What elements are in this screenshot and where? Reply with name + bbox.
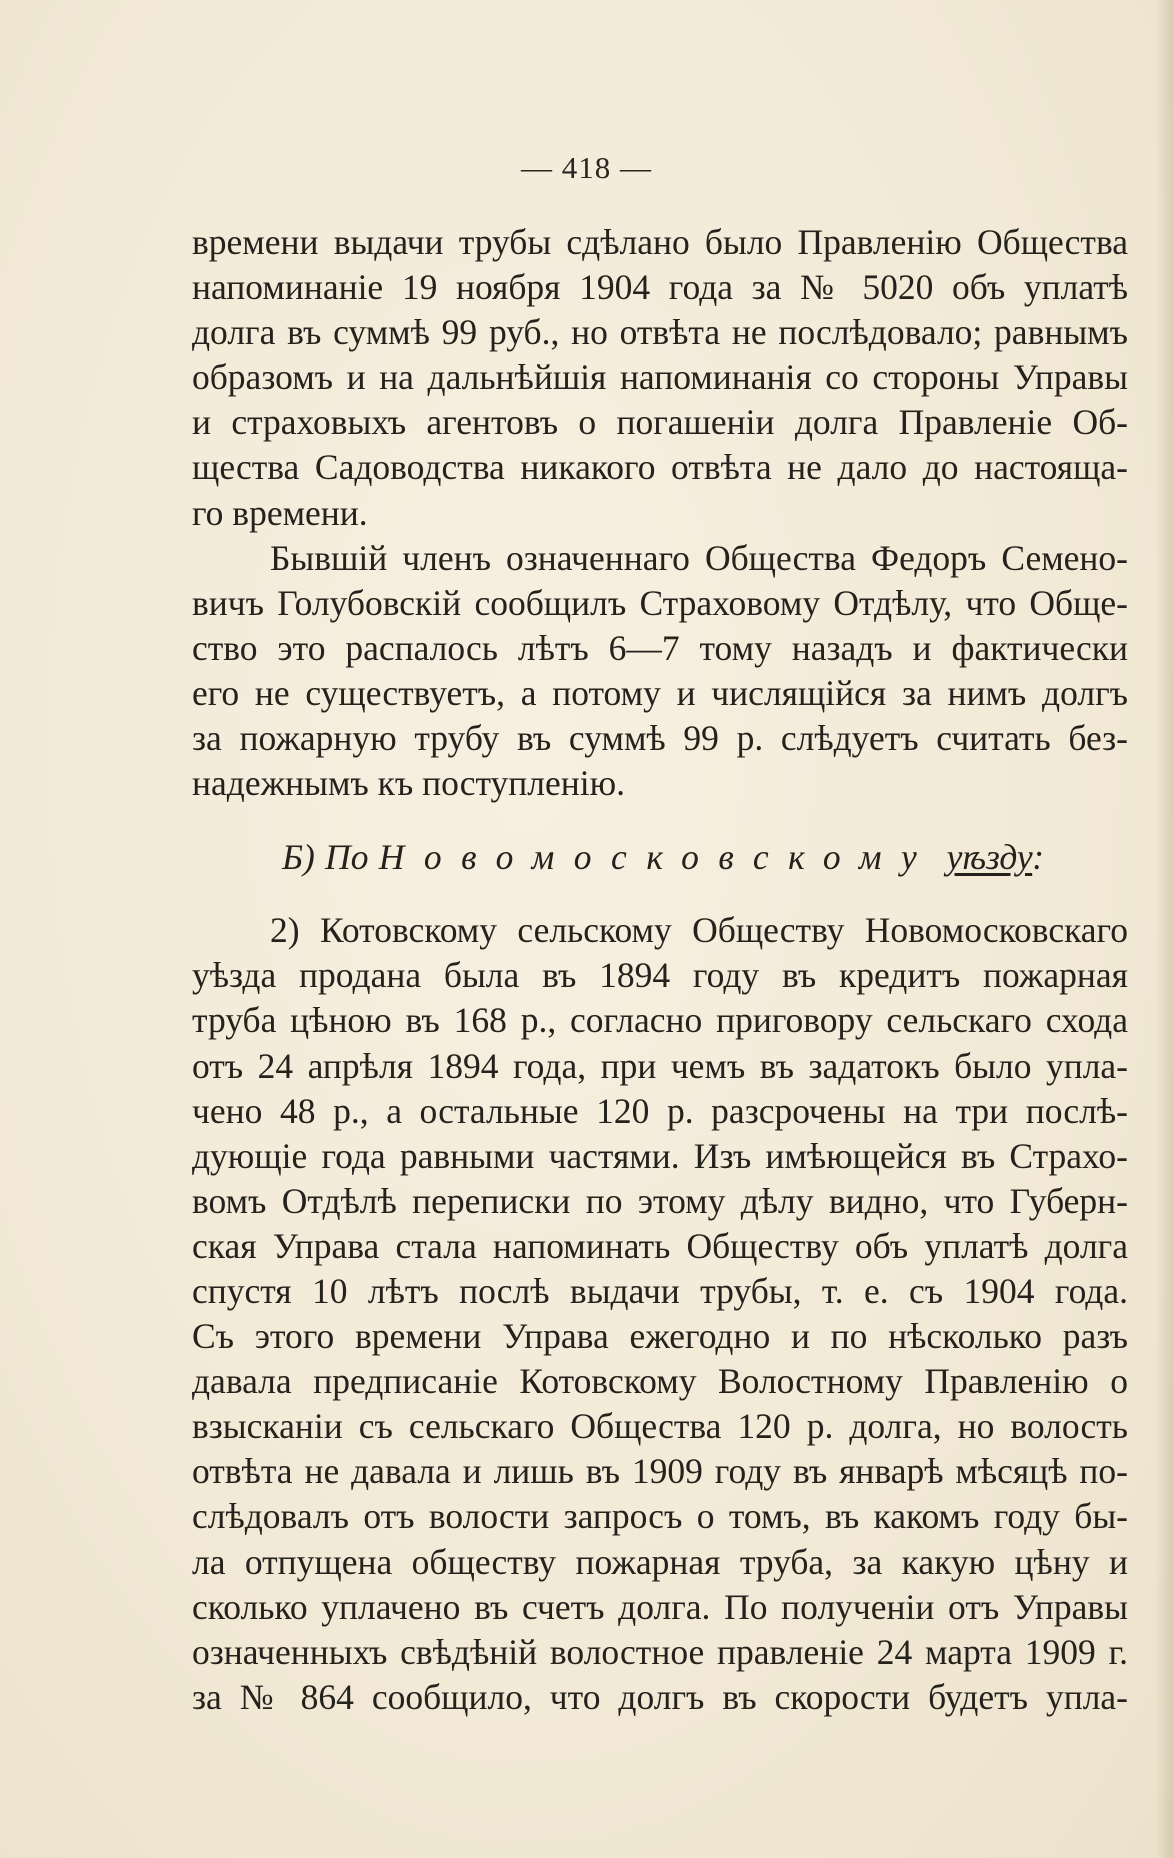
text-line: ство это распалось лѣтъ 6—7 тому назадъ и фактически <box>192 627 1128 668</box>
text-line: 2) Котовскому сельскому Обществу Новомосковскаго <box>270 910 1128 951</box>
text-line: отвѣта не давала и лишь въ 1909 году въ январѣ мѣсяцѣ по- <box>192 1451 1128 1492</box>
text-line: щества Садоводства никакого отвѣта не дало до настояща- <box>192 447 1128 488</box>
text-line: слѣдовалъ отъ волости запросъ о томъ, въ какомъ году бы- <box>192 1496 1128 1537</box>
text-line: отъ 24 апрѣля 1894 года, при чемъ въ задатокъ было упла- <box>192 1045 1128 1086</box>
text-line: ла отпущена обществу пожарная труба, за какую цѣну и <box>192 1541 1128 1582</box>
text-line: долга въ суммѣ 99 руб., но отвѣта не послѣдовало; равнымъ <box>192 312 1128 353</box>
text-line: вичъ Голубовскій сообщилъ Страховому Отдѣлу, что Обще- <box>192 582 1128 623</box>
paragraph <box>192 908 1128 1720</box>
page-edge-shadow <box>1155 0 1173 1858</box>
text-line: времени выдачи трубы сдѣлано было Правленію Общества <box>192 222 1128 262</box>
body-text <box>192 220 1128 1720</box>
text-line: труба цѣною въ 168 р., согласно приговору сельскаго схода <box>192 1000 1128 1041</box>
text-line: напоминаніе 19 ноября 1904 года за № 5020 объ уплатѣ <box>192 267 1128 308</box>
text-line: Съ этого времени Управа ежегодно и по нѣсколько разъ <box>192 1316 1128 1357</box>
text-line: чено 48 р., а остальные 120 р. разсрочены на три послѣ- <box>192 1090 1128 1131</box>
text-line: сколько уплачено въ счетъ долга. По полученіи отъ Управы <box>192 1586 1128 1627</box>
text-line: Бывшій членъ означеннаго Общества Федоръ Семено- <box>270 537 1128 578</box>
text-line: означенныхъ свѣдѣній волостное правленіе 24 марта 1909 г. <box>192 1631 1128 1672</box>
text-line: спустя 10 лѣтъ послѣ выдачи трубы, т. е. съ 1904 года. <box>192 1270 1128 1311</box>
heading-prefix: Б) По <box>282 837 369 878</box>
text-line: его не существуетъ, а потому и числящійся за нимъ долгъ <box>192 672 1128 713</box>
section-heading <box>192 832 1128 882</box>
heading-district-name: Новомосковскому <box>378 837 937 878</box>
paragraph <box>192 220 1128 536</box>
page-number: — 418 — <box>521 150 652 185</box>
heading-colon: : <box>1032 837 1045 878</box>
text-line: надежнымъ къ поступленію. <box>192 763 626 804</box>
text-line: за пожарную трубу въ суммѣ 99 р. слѣдуетъ считать без- <box>192 718 1128 759</box>
heading-uezd: уѣзду <box>946 837 1033 878</box>
text-line: ская Управа стала напоминать Обществу объ уплатѣ долга <box>192 1225 1128 1266</box>
text-line: давала предписаніе Котовскому Волостному Правленію о <box>192 1361 1128 1402</box>
text-line: взысканіи съ сельскаго Общества 120 р. долга, но волость <box>192 1406 1128 1447</box>
text-line: дующіе года равными частями. Изъ имѣющейся въ Страхо- <box>192 1135 1128 1176</box>
text-line: го времени. <box>192 492 368 533</box>
paragraph <box>192 536 1128 807</box>
text-line: и страховыхъ агентовъ о погашеніи долга Правленіе Об- <box>192 402 1128 443</box>
text-line: образомъ и на дальнѣйшія напоминанія со стороны Управы <box>192 357 1128 398</box>
text-line: за № 864 сообщило, что долгъ въ скорости будетъ упла- <box>192 1676 1128 1717</box>
text-line: уѣзда продана была въ 1894 году въ кредитъ пожарная <box>192 955 1128 996</box>
text-line: вомъ Отдѣлѣ переписки по этому дѣлу видно, что Губерн- <box>192 1180 1128 1221</box>
